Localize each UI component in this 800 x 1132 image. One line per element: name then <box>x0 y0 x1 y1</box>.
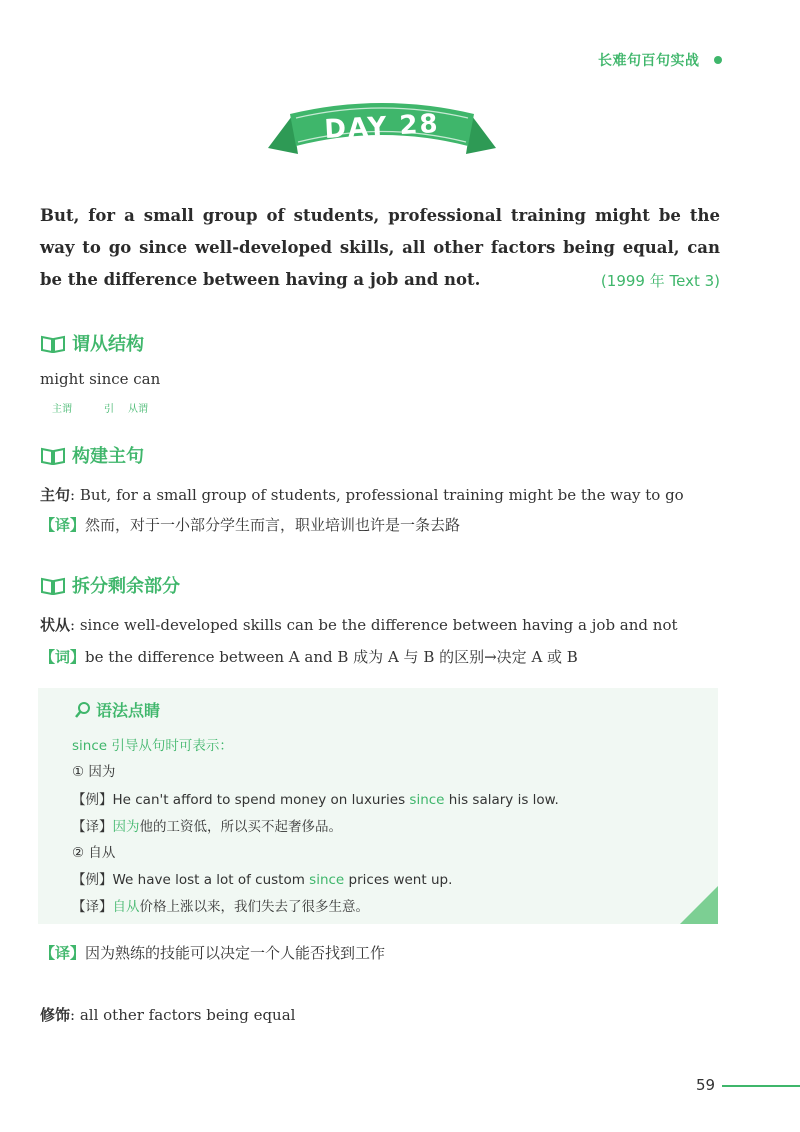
adverbial-text: : since well-developed skills can be the difference between having a job and not <box>70 616 678 634</box>
main-clause-label: 主句 <box>40 486 71 504</box>
tip-title <box>74 698 160 721</box>
vocab-tag: 【词】 <box>40 648 86 666</box>
header-dot <box>714 56 722 64</box>
final-translation-line <box>40 942 385 963</box>
tip-box-corner <box>680 886 718 924</box>
passage-text: But, for a small group of students, professional training might be the way to go since well-developed skills, all other factors being equal, can be the difference between having a job and not. <box>40 206 720 289</box>
section-heading-remaining <box>40 572 180 598</box>
main-clause-sentence: : But, for a small group of students, professional training might be the way to go <box>70 486 684 504</box>
modifier-label: 修饰 <box>40 1006 71 1024</box>
tip-title-text: 语法点睛 <box>96 701 161 720</box>
example-1-keyword: since <box>409 792 445 808</box>
example-1-pre: He can't afford to spend money on luxuries <box>112 792 410 808</box>
section-heading-main <box>40 442 144 468</box>
page-number-rule <box>722 1085 800 1087</box>
section-heading-structure <box>40 330 144 356</box>
example-tag: 【例】 <box>72 872 113 888</box>
tip-intro-keyword: since <box>72 738 108 754</box>
modifier-text: : all other factors being equal <box>70 1006 296 1024</box>
book-icon <box>40 445 66 465</box>
main-clause-translation: 然而，对于一小部分学生而言，职业培训也许是一条去路 <box>85 516 461 534</box>
day-label: DAY 28 <box>323 109 441 145</box>
structure-words: might since can <box>40 370 161 388</box>
structure-label-main: 主谓 <box>52 404 72 415</box>
structure-label-sub: 从谓 <box>128 404 148 415</box>
translation-tag: 【译】 <box>40 516 86 534</box>
tip-intro <box>72 734 233 754</box>
structure-label-intro: 引 <box>104 404 114 415</box>
main-clause-line <box>40 484 684 505</box>
tip-item-since: ② 自从 <box>72 845 116 861</box>
vocab-line <box>40 646 578 667</box>
example-1-post: his salary is low. <box>444 792 559 808</box>
translation-2-post: 价格上涨以来，我们失去了很多生意。 <box>139 899 369 915</box>
tip-intro-rest: 引导从句时可表示： <box>107 738 233 754</box>
example-2-pre: We have lost a lot of custom <box>112 872 310 888</box>
translation-2-keyword: 自从 <box>112 899 140 915</box>
final-translation-text: 因为熟练的技能可以决定一个人能否找到工作 <box>85 944 386 962</box>
tip-translation-1 <box>72 815 342 835</box>
example-tag: 【例】 <box>72 792 113 808</box>
section-heading-remaining-text: 拆分剩余部分 <box>72 576 180 597</box>
magnifier-icon <box>74 701 92 719</box>
main-clause-translation-line <box>40 514 460 535</box>
tip-item-because: ① 因为 <box>72 764 116 780</box>
book-icon <box>40 333 66 353</box>
example-2-post: prices went up. <box>344 872 453 888</box>
tip-translation-2 <box>72 895 369 915</box>
tip-example-2 <box>72 868 452 888</box>
book-icon <box>40 575 66 595</box>
translation-1-post: 他的工资低，所以买不起奢侈品。 <box>139 819 342 835</box>
adverbial-label: 状从 <box>40 616 71 634</box>
translation-tag: 【译】 <box>72 899 113 915</box>
translation-1-keyword: 因为 <box>112 819 140 835</box>
translation-tag: 【译】 <box>72 819 113 835</box>
page-number: 59 <box>696 1076 716 1094</box>
final-translation-tag: 【译】 <box>40 944 86 962</box>
adverbial-line <box>40 614 678 635</box>
header-title: 长难句百句实战 <box>598 53 700 69</box>
section-heading-main-text: 构建主句 <box>72 446 144 467</box>
modifier-line <box>40 1004 295 1025</box>
example-2-keyword: since <box>309 872 345 888</box>
passage-source: (1999 年 Text 3) <box>600 272 720 290</box>
section-heading-structure-text: 谓从结构 <box>72 334 144 355</box>
tip-example-1 <box>72 788 559 808</box>
vocab-text: be the difference between A and B 成为 A 与 B 的区别→决定 A 或 B <box>85 648 578 666</box>
